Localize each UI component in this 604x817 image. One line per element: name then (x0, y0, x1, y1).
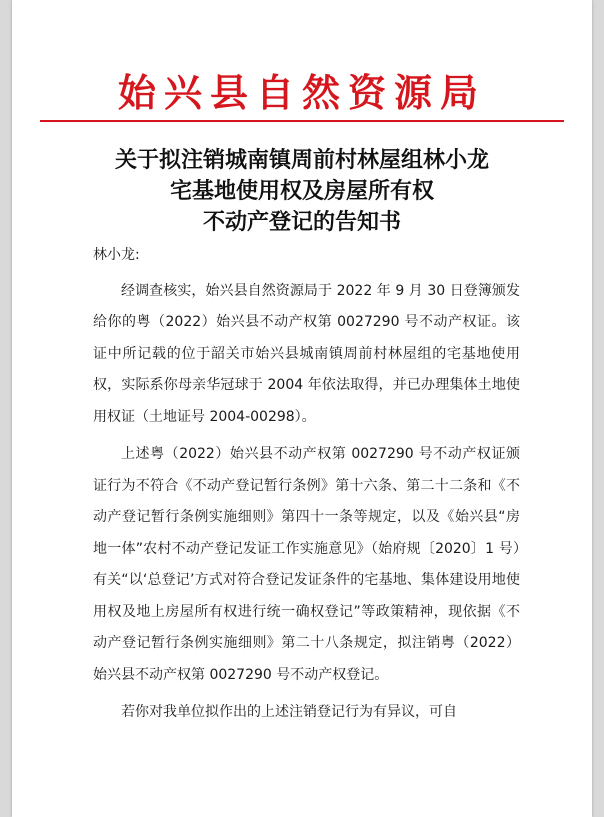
title-line-1: 关于拟注销城南镇周前村林屋组林小龙 (114, 147, 489, 173)
agency-letterhead: 始兴县自然资源局 (117, 70, 486, 115)
notice-title (12, 145, 592, 238)
paragraph-3: 若你对我单位拟作出的上述注销登记行为有异议，可自 (121, 704, 457, 720)
document-page (12, 0, 592, 817)
salutation: 林小龙: (93, 247, 140, 263)
paragraph-1: 经调查核实，始兴县自然资源局于 2022 年 9 月 30 日登簿颁发给你的粤（2022）始兴县不动产权第 0027290 号不动产权证。该证中所记载的位于韶关市始兴县城南镇周前村林屋组的宅基地使用权，实际系你母亲华冠球于 2004 年依法取得，并已办理集体土地使用权证（土地证号 2004-00298）。 (93, 282, 520, 425)
paragraph-2: 上述粤（2022）始兴县不动产权第 0027290 号不动产权证颁证行为不符合《不动产登记暂行条例》第十六条、第二十二条和《不动产登记暂行条例实施细则》第四十一条等规定，以及《始兴县“房地一体”农村不动产登记发证工作实施意见》（始府规〔2020〕1 号）有关“以‘总登记’方式对符合登记发证条件的宅基地、集体建设用地使用权及地上房屋所有权进行统一确权登记”等政策精神，现依据《不动产登记暂行条例实施细则》第二十八条规定，拟注销粤（2022）始兴县不动产权第 0027290 号不动产权登记。 (93, 446, 520, 683)
letterhead-divider (40, 120, 564, 122)
title-line-2: 宅基地使用权及房屋所有权 (169, 178, 434, 204)
title-line-3: 不动产登记的告知书 (202, 209, 401, 235)
notice-body (93, 240, 520, 729)
